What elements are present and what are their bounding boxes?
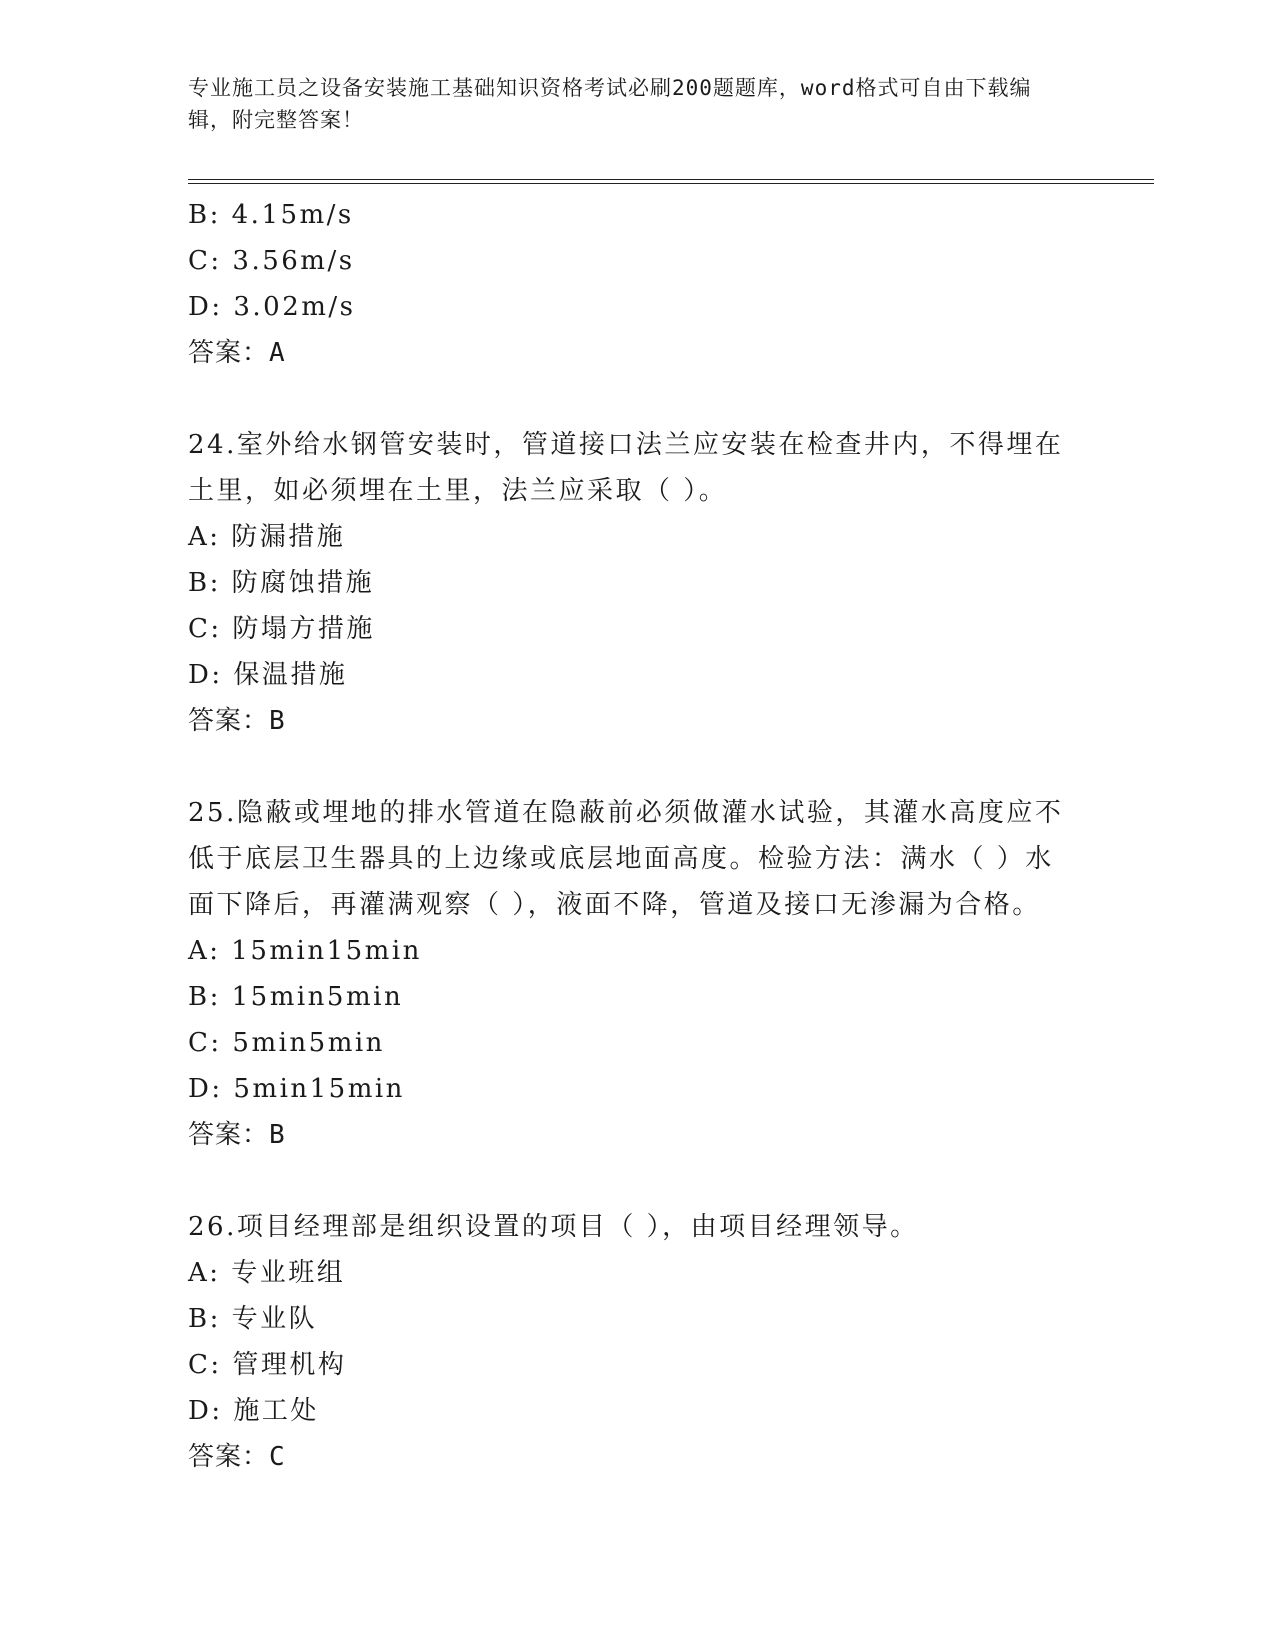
question-26 bbox=[188, 1204, 1088, 1480]
option-d: D: 3.02m/s bbox=[188, 292, 356, 322]
question-text-line: 25.隐蔽或埋地的排水管道在隐蔽前必须做灌水试验，其灌水高度应不 bbox=[188, 798, 1064, 828]
spacer bbox=[188, 1158, 1088, 1204]
option-a: A: 防漏措施 bbox=[188, 522, 346, 552]
question-24 bbox=[188, 422, 1088, 744]
option-b: B: 15min5min bbox=[188, 982, 404, 1012]
document-title: 专业施工员之设备安装施工基础知识资格考试必刷200题题库，word格式可自由下载编辑，附完整答案！ bbox=[188, 76, 1032, 132]
option-a: A: 15min15min bbox=[188, 936, 422, 966]
option-d: D: 保温措施 bbox=[188, 660, 348, 690]
option-c: C: 防塌方措施 bbox=[188, 614, 375, 644]
question-text-line: 24.室外给水钢管安装时，管道接口法兰应安装在检查井内，不得埋在 bbox=[188, 430, 1064, 460]
question-text-line: 土里，如必须埋在土里，法兰应采取（ ）。 bbox=[188, 476, 728, 506]
answer-line: 答案：B bbox=[188, 1120, 286, 1150]
answer-line: 答案：C bbox=[188, 1442, 286, 1472]
previous-question bbox=[188, 192, 1088, 376]
answer-line: 答案：B bbox=[188, 706, 286, 736]
spacer bbox=[188, 744, 1088, 790]
option-b: B: 专业队 bbox=[188, 1304, 318, 1334]
header-rule-top bbox=[188, 179, 1154, 180]
option-c: C: 3.56m/s bbox=[188, 246, 355, 276]
option-b: B: 4.15m/s bbox=[188, 200, 354, 230]
option-c: C: 管理机构 bbox=[188, 1350, 347, 1380]
document-body bbox=[188, 192, 1088, 1480]
header-rule-bottom bbox=[188, 183, 1154, 184]
document-header bbox=[188, 72, 1068, 136]
question-text-line: 低于底层卫生器具的上边缘或底层地面高度。检验方法：满水（ ）水 bbox=[188, 844, 1054, 874]
spacer bbox=[188, 376, 1088, 422]
option-b: B: 防腐蚀措施 bbox=[188, 568, 375, 598]
answer-line: 答案：A bbox=[188, 338, 286, 368]
question-text-line: 面下降后，再灌满观察（ ），液面不降，管道及接口无渗漏为合格。 bbox=[188, 890, 1041, 920]
question-text-line: 26.项目经理部是组织设置的项目（ ），由项目经理领导。 bbox=[188, 1212, 919, 1242]
option-d: D: 5min15min bbox=[188, 1074, 405, 1104]
question-25 bbox=[188, 790, 1088, 1158]
option-d: D: 施工处 bbox=[188, 1396, 319, 1426]
option-a: A: 专业班组 bbox=[188, 1258, 346, 1288]
option-c: C: 5min5min bbox=[188, 1028, 385, 1058]
